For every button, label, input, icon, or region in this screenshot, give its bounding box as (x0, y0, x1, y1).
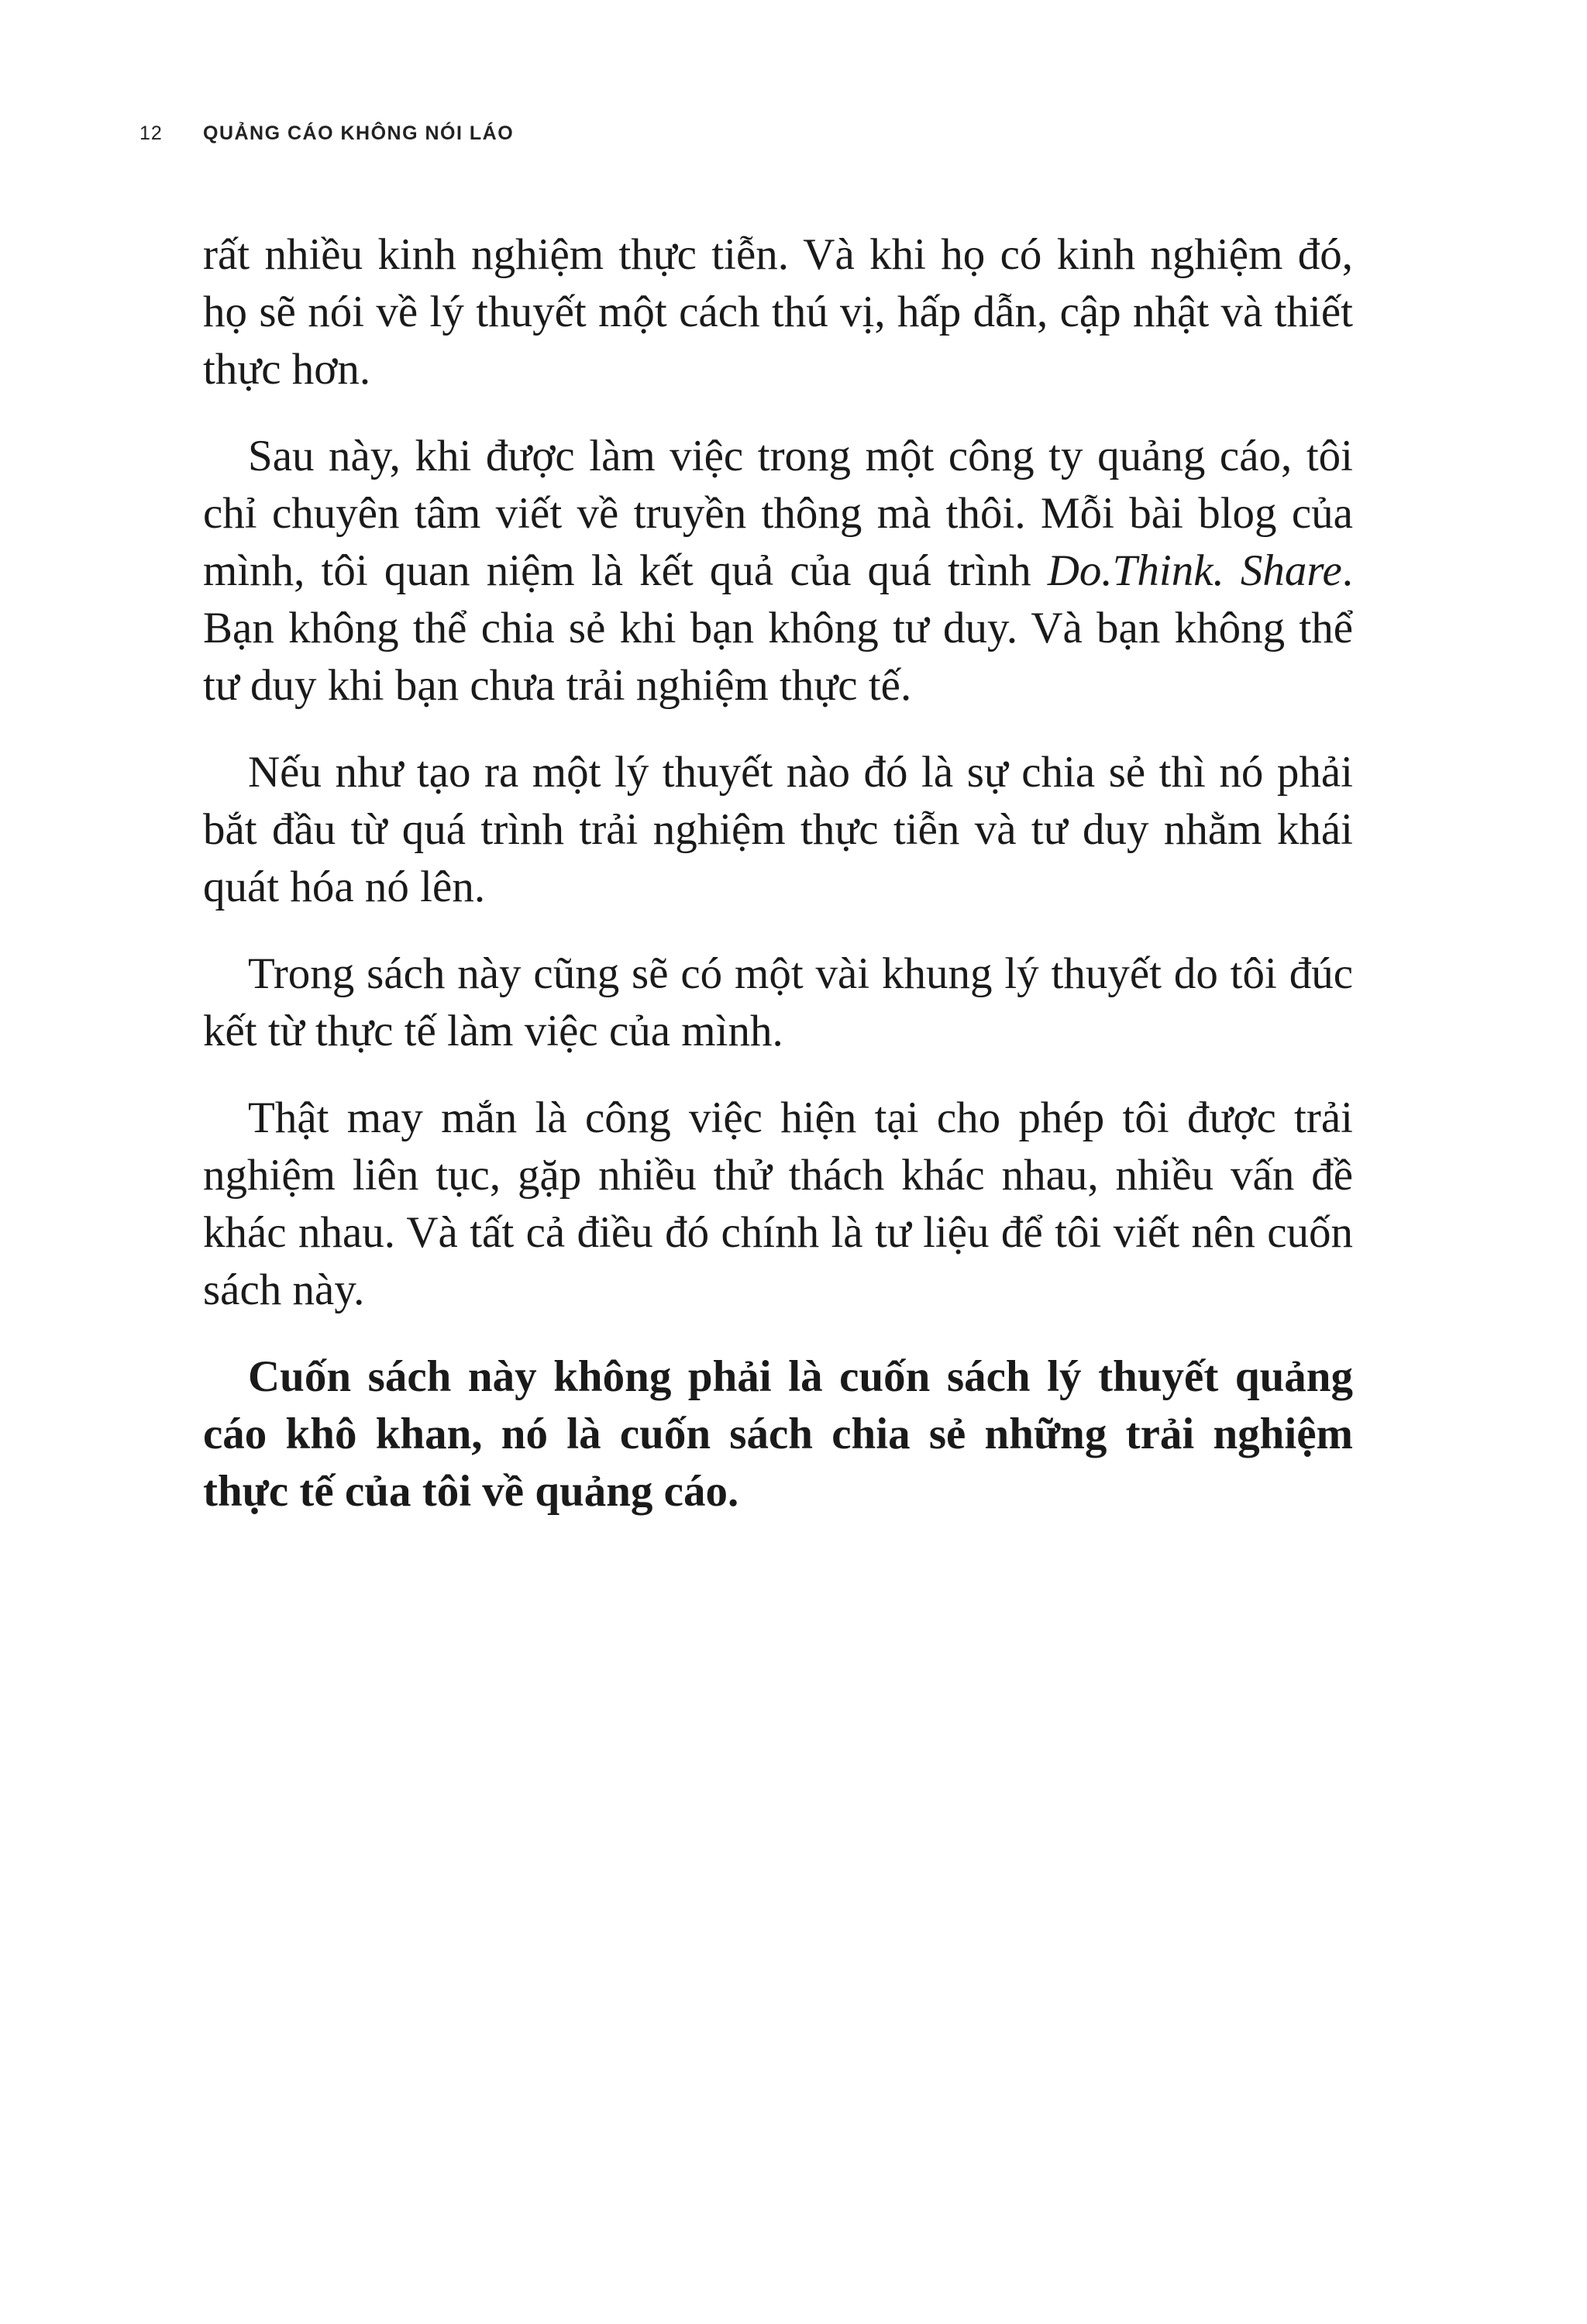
book-title: QUẢNG CÁO KHÔNG NÓI LÁO (203, 122, 515, 144)
paragraph-2-italic-phrase: Do.Think. Share (1047, 546, 1342, 595)
paragraph-2-text-before: Sau này, khi được làm việc trong một công ty quảng cáo, tôi chỉ chuyên tâm viết về truyền thông mà thôi. Mỗi bài blog của mình, tôi quan niệm là kết quả của quá trình (203, 432, 1353, 595)
paragraph-1: rất nhiều kinh nghiệm thực tiễn. Và khi họ có kinh nghiệm đó, họ sẽ nói về lý thuyết một cách thú vị, hấp dẫn, cập nhật và thiết thực hơn. (203, 230, 1353, 394)
paragraph-2 (203, 428, 1353, 714)
paragraph-3: Nếu như tạo ra một lý thuyết nào đó là sự chia sẻ thì nó phải bắt đầu từ quá trình trải nghiệm thực tiễn và tư duy nhằm khái quát hóa nó lên. (203, 748, 1353, 911)
page-number: 12 (139, 122, 163, 144)
paragraph-6-bold-conclusion: Cuốn sách này không phải là cuốn sách lý thuyết quảng cáo khô khan, nó là cuốn sách chia sẻ những trải nghiệm thực tế của tôi về quảng cáo. (203, 1352, 1353, 1516)
paragraph-5: Thật may mắn là công việc hiện tại cho phép tôi được trải nghiệm liên tục, gặp nhiều thử thách khác nhau, nhiều vấn đề khác nhau. Và tất cả điều đó chính là tư liệu để tôi viết nên cuốn sách này. (203, 1093, 1353, 1314)
paragraph-2-text-after: . Bạn không thể chia sẻ khi bạn không tư duy. Và bạn không thể tư duy khi bạn chưa trải nghiệm thực tế. (203, 546, 1353, 710)
page-body (203, 226, 1353, 1550)
running-head (139, 118, 514, 149)
paragraph-4: Trong sách này cũng sẽ có một vài khung lý thuyết do tôi đúc kết từ thực tế làm việc của mình. (203, 949, 1353, 1055)
